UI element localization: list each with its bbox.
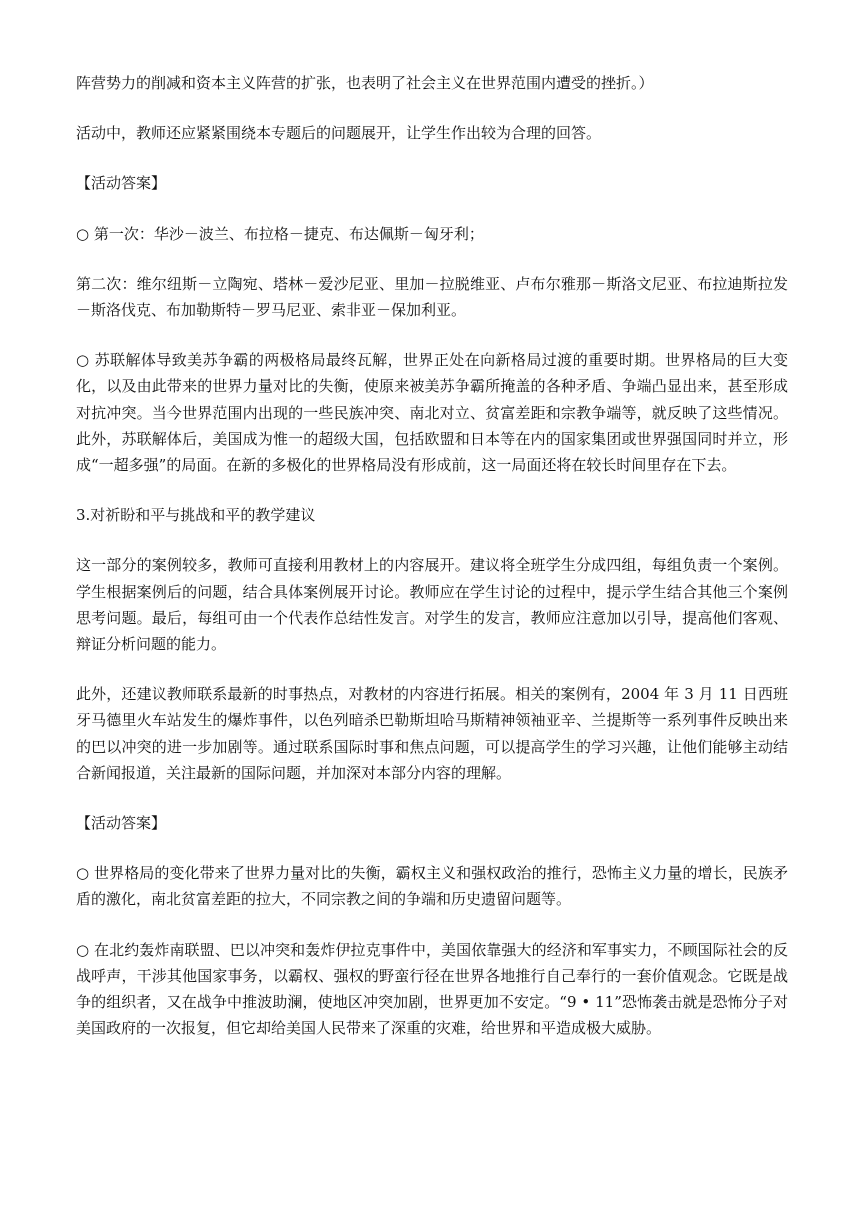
heading-activity-answer: 【活动答案】 xyxy=(76,174,167,193)
heading-activity-answer-2: 【活动答案】 xyxy=(76,814,167,833)
paragraph-current-events: 此外，还建议教师联系最新的时事热点，对教材的内容进行拓展。相关的案例有，2004 年 3 月 11 日西班牙马德里火车站发生的爆炸事件，以色列暗杀巴勒斯坦哈马斯精神领袖亚辛、兰提斯等一系列事件反映出来的巴以冲突的进一步加剧等。通过联系国际时事和焦点问题，可以提高学生的学习兴趣，让他们能够主动结合新闻报道，关注最新的国际问题，并加深对本部分内容的理解。 xyxy=(76,685,788,782)
answer-us-hegemony: ○ 在北约轰炸南联盟、巴以冲突和轰炸伊拉克事件中，美国依靠强大的经济和军事实力，不顾国际社会的反战呼声，干涉其他国家事务，以霸权、强权的野蛮行径在世界各地推行自己奉行的一套价值观念。它既是战争的组织者，又在战争中推波助澜，使地区冲突加剧，世界更加不安定。“9 • 11”恐怖袭击就是恐怖分子对美国政府的一次报复，但它却给美国人民带来了深重的灾难，给世界和平造成极大威胁。 xyxy=(76,940,788,1038)
paragraph-continuation: 阵营势力的削减和资本主义阵营的扩张，也表明了社会主义在世界范围内遭受的挫折。） xyxy=(76,74,654,92)
document-page xyxy=(76,70,788,1065)
answer-world-imbalance: ○ 世界格局的变化带来了世界力量对比的失衡，霸权主义和强权政治的推行，恐怖主义力量的增长，民族矛盾的激化，南北贫富差距的拉大，不同宗教之间的争端和历史遗留问题等。 xyxy=(76,864,788,909)
section-heading-peace: 3.对祈盼和平与挑战和平的教学建议 xyxy=(76,506,316,525)
paragraph-case-teaching: 这一部分的案例较多，教师可直接利用教材上的内容展开。建议将全班学生分成四组，每组负责一个案例。学生根据案例后的问题，结合具体案例展开讨论。教师应在学生讨论的过程中，提示学生结合其他三个案例思考问题。最后，每组可由一个代表作总结性发言。对学生的发言，教师应注意加以引导，提高他们客观、辩证分析问题的能力。 xyxy=(76,556,788,654)
paragraph-teacher-guidance: 活动中，教师还应紧紧围绕本专题后的问题展开，让学生作出较为合理的回答。 xyxy=(76,124,602,143)
answer-second-round: 第二次：维尔纽斯－立陶宛、塔林－爱沙尼亚、里加－拉脱维亚、卢布尔雅那－斯洛文尼亚、布拉迪斯拉发－斯洛伐克、布加勒斯特－罗马尼亚、索非亚－保加利亚。 xyxy=(76,274,788,320)
answer-soviet-dissolution: ○ 苏联解体导致美苏争霸的两极格局最终瓦解，世界正处在向新格局过渡的重要时期。世界格局的巨大变化，以及由此带来的世界力量对比的失衡，使原来被美苏争霸所掩盖的各种矛盾、争端凸显出来，甚至形成对抗冲突。当今世界范围内出现的一些民族冲突、南北对立、贫富差距和宗教争端等，就反映了这些情况。此外，苏联解体后，美国成为惟一的超级大国，包括欧盟和日本等在内的国家集团或世界强国同时并立，形成“一超多强”的局面。在新的多极化的世界格局没有形成前，这一局面还将在较长时间里存在下去。 xyxy=(76,351,788,475)
answer-first-round: ○ 第一次：华沙－波兰、布拉格－捷克、布达佩斯－匈牙利； xyxy=(76,224,484,243)
